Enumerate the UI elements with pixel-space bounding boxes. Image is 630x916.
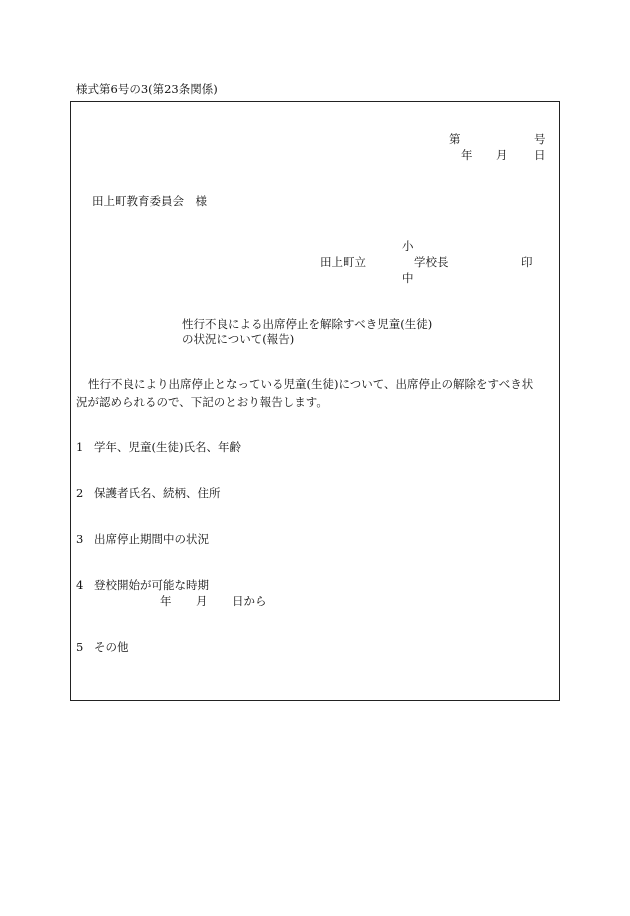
date-month: 月	[496, 148, 508, 162]
body-line-2: 況が認められるので、下記のとおり報告します。	[76, 395, 328, 409]
item-1-text: 学年、児童(生徒)氏名、年齢	[94, 440, 241, 454]
item-2-text: 保護者氏名、続柄、住所	[94, 486, 221, 500]
item-4-number: 4	[76, 578, 84, 592]
doc-number-prefix: 第	[449, 132, 461, 146]
subject-line-1: 性行不良による出席停止を解除すべき児童(生徒)	[182, 317, 433, 331]
school-type-small: 小	[402, 239, 414, 253]
date-day: 日	[534, 148, 546, 162]
seal-mark: 印	[521, 255, 533, 269]
item-5-text: その他	[94, 640, 129, 654]
sender-title: 学校長	[414, 255, 449, 269]
date-year: 年	[461, 148, 473, 162]
subject-line-2: の状況について(報告)	[182, 332, 295, 346]
item-3-number: 3	[76, 532, 84, 546]
doc-number-suffix: 号	[534, 132, 546, 146]
form-label: 様式第6号の3(第23条関係)	[76, 82, 218, 96]
item-4-text: 登校開始が可能な時期	[94, 578, 209, 592]
item-1-number: 1	[76, 440, 84, 454]
item-3-text: 出席停止期間中の状況	[94, 532, 209, 546]
resume-date-month: 月	[196, 594, 208, 608]
body-line-1: 性行不良により出席停止となっている児童(生徒)について、出席停止の解除をすべき状	[88, 377, 534, 391]
resume-date-year: 年	[160, 594, 172, 608]
recipient: 田上町教育委員会 様	[92, 194, 207, 208]
resume-date-day: 日から	[232, 594, 267, 608]
sender-town: 田上町立	[320, 255, 366, 269]
school-type-middle: 中	[402, 271, 414, 285]
item-5-number: 5	[76, 640, 84, 654]
item-2-number: 2	[76, 486, 84, 500]
